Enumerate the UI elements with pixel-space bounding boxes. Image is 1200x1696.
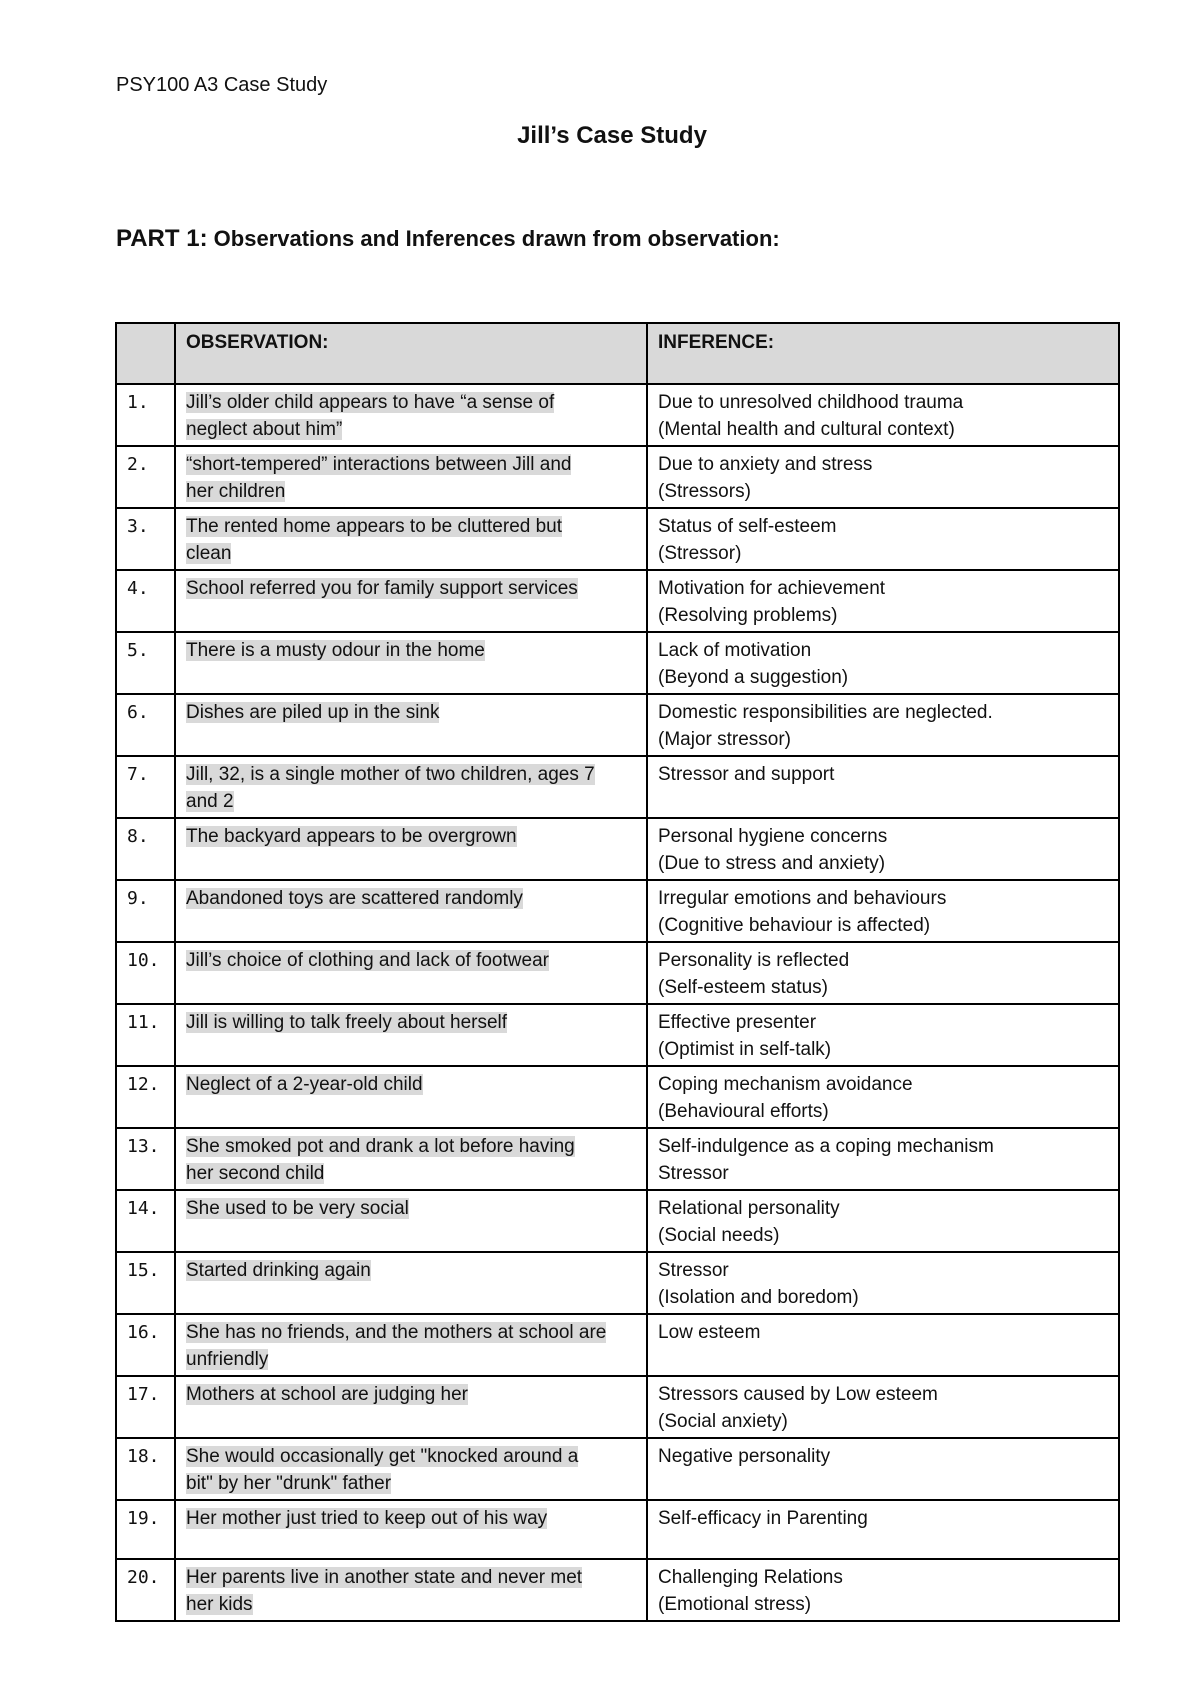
observation-cell bbox=[175, 570, 647, 632]
table-row bbox=[116, 570, 1119, 632]
inference-cell bbox=[647, 1559, 1119, 1621]
table-row bbox=[116, 1066, 1119, 1128]
observation-text: her kids bbox=[186, 1594, 253, 1615]
row-number: 6. bbox=[116, 694, 175, 756]
table-row bbox=[116, 880, 1119, 942]
inference-text: Personal hygiene concerns bbox=[658, 826, 888, 847]
row-number: 7. bbox=[116, 756, 175, 818]
row-number: 10. bbox=[116, 942, 175, 1004]
observation-text: her second child bbox=[186, 1163, 325, 1184]
inference-cell bbox=[647, 1128, 1119, 1190]
inference-cell bbox=[647, 1500, 1119, 1559]
observation-cell bbox=[175, 818, 647, 880]
inference-text: Low esteem bbox=[658, 1322, 761, 1343]
row-number: 1. bbox=[116, 384, 175, 446]
row-number: 4. bbox=[116, 570, 175, 632]
inference-text: (Social needs) bbox=[658, 1225, 780, 1246]
inference-cell bbox=[647, 694, 1119, 756]
row-number: 9. bbox=[116, 880, 175, 942]
observation-cell bbox=[175, 1128, 647, 1190]
section-heading bbox=[116, 225, 780, 253]
row-number: 18. bbox=[116, 1438, 175, 1500]
observation-text: She smoked pot and drank a lot before having bbox=[186, 1136, 575, 1157]
table-row bbox=[116, 1314, 1119, 1376]
table-row bbox=[116, 446, 1119, 508]
observation-cell bbox=[175, 1314, 647, 1376]
inference-text: Self-indulgence as a coping mechanism bbox=[658, 1136, 994, 1157]
row-number: 13. bbox=[116, 1128, 175, 1190]
table-row bbox=[116, 818, 1119, 880]
table-row bbox=[116, 508, 1119, 570]
inference-text: Stressor bbox=[658, 1163, 729, 1184]
inference-text: (Due to stress and anxiety) bbox=[658, 853, 886, 874]
inference-text: (Beyond a suggestion) bbox=[658, 667, 849, 688]
observation-text: unfriendly bbox=[186, 1349, 269, 1370]
inference-cell bbox=[647, 1190, 1119, 1252]
row-number: 14. bbox=[116, 1190, 175, 1252]
table-row bbox=[116, 942, 1119, 1004]
row-number: 16. bbox=[116, 1314, 175, 1376]
page-title: Jill’s Case Study bbox=[517, 122, 707, 149]
inference-text: Due to anxiety and stress bbox=[658, 454, 873, 475]
table-row bbox=[116, 694, 1119, 756]
inference-text: Relational personality bbox=[658, 1198, 840, 1219]
table-row bbox=[116, 1252, 1119, 1314]
observation-text: neglect about him” bbox=[186, 419, 343, 440]
observation-cell bbox=[175, 632, 647, 694]
observation-cell bbox=[175, 756, 647, 818]
row-number: 17. bbox=[116, 1376, 175, 1438]
header-cell-inference: INFERENCE: bbox=[647, 323, 1119, 384]
inference-text: Due to unresolved childhood trauma bbox=[658, 392, 964, 413]
table-row bbox=[116, 756, 1119, 818]
observation-cell bbox=[175, 880, 647, 942]
observation-text: Her mother just tried to keep out of his way bbox=[186, 1508, 548, 1529]
observation-text: There is a musty odour in the home bbox=[186, 640, 485, 661]
inference-cell bbox=[647, 508, 1119, 570]
inference-text: Lack of motivation bbox=[658, 640, 812, 661]
row-number: 3. bbox=[116, 508, 175, 570]
observation-text: She has no friends, and the mothers at school are bbox=[186, 1322, 607, 1343]
row-number: 2. bbox=[116, 446, 175, 508]
inference-text: Stressors caused by Low esteem bbox=[658, 1384, 938, 1405]
inference-text: Stressor bbox=[658, 1260, 729, 1281]
inference-text: Challenging Relations bbox=[658, 1567, 843, 1588]
observation-text: The backyard appears to be overgrown bbox=[186, 826, 517, 847]
observation-text: The rented home appears to be cluttered but bbox=[186, 516, 563, 537]
inference-text: (Self-esteem status) bbox=[658, 977, 828, 998]
inference-cell bbox=[647, 756, 1119, 818]
header-cell-number bbox=[116, 323, 175, 384]
header-cell-observation: OBSERVATION: bbox=[175, 323, 647, 384]
inference-cell bbox=[647, 446, 1119, 508]
inference-cell bbox=[647, 942, 1119, 1004]
observation-cell bbox=[175, 1252, 647, 1314]
inference-text: (Cognitive behaviour is affected) bbox=[658, 915, 931, 936]
inference-cell bbox=[647, 570, 1119, 632]
observation-cell bbox=[175, 942, 647, 1004]
observation-table bbox=[115, 322, 1120, 1622]
inference-text: Effective presenter bbox=[658, 1012, 817, 1033]
inference-cell bbox=[647, 384, 1119, 446]
observation-cell bbox=[175, 1500, 647, 1559]
row-number: 20. bbox=[116, 1559, 175, 1621]
table-row bbox=[116, 1190, 1119, 1252]
observation-text: Jill is willing to talk freely about herself bbox=[186, 1012, 508, 1033]
inference-cell bbox=[647, 1376, 1119, 1438]
inference-text: Stressor and support bbox=[658, 764, 835, 785]
inference-text: (Behavioural efforts) bbox=[658, 1101, 829, 1122]
row-number: 8. bbox=[116, 818, 175, 880]
table-row bbox=[116, 1004, 1119, 1066]
observation-cell bbox=[175, 446, 647, 508]
inference-cell bbox=[647, 632, 1119, 694]
inference-text: Coping mechanism avoidance bbox=[658, 1074, 913, 1095]
observation-cell bbox=[175, 384, 647, 446]
inference-text: Domestic responsibilities are neglected. bbox=[658, 702, 993, 723]
table-row bbox=[116, 1438, 1119, 1500]
row-number: 12. bbox=[116, 1066, 175, 1128]
observation-cell bbox=[175, 1376, 647, 1438]
table-row bbox=[116, 384, 1119, 446]
observation-text: Abandoned toys are scattered randomly bbox=[186, 888, 523, 909]
inference-text: (Optimist in self-talk) bbox=[658, 1039, 832, 1060]
inference-cell bbox=[647, 1314, 1119, 1376]
observation-text: bit" by her "drunk" father bbox=[186, 1473, 392, 1494]
table-header-row bbox=[116, 323, 1119, 384]
inference-text: Self-efficacy in Parenting bbox=[658, 1508, 868, 1529]
observation-cell bbox=[175, 1066, 647, 1128]
observation-text: and 2 bbox=[186, 791, 234, 812]
inference-text: (Resolving problems) bbox=[658, 605, 838, 626]
inference-text: Motivation for achievement bbox=[658, 578, 886, 599]
inference-text: (Stressors) bbox=[658, 481, 751, 502]
observation-text: Started drinking again bbox=[186, 1260, 371, 1281]
page-header: PSY100 A3 Case Study bbox=[116, 74, 328, 96]
inference-text: (Emotional stress) bbox=[658, 1594, 812, 1615]
inference-text: (Mental health and cultural context) bbox=[658, 419, 955, 440]
row-number: 15. bbox=[116, 1252, 175, 1314]
row-number: 19. bbox=[116, 1500, 175, 1559]
inference-text: Negative personality bbox=[658, 1446, 831, 1467]
observation-text: “short-tempered” interactions between Jill and bbox=[186, 454, 572, 475]
observation-text: School referred you for family support services bbox=[186, 578, 578, 599]
table-row bbox=[116, 1128, 1119, 1190]
inference-cell bbox=[647, 1252, 1119, 1314]
inference-text: (Major stressor) bbox=[658, 729, 792, 750]
section-label: PART 1: bbox=[116, 225, 208, 252]
observation-text: clean bbox=[186, 543, 232, 564]
inference-cell bbox=[647, 1004, 1119, 1066]
inference-text: Irregular emotions and behaviours bbox=[658, 888, 947, 909]
row-number: 5. bbox=[116, 632, 175, 694]
table-row bbox=[116, 632, 1119, 694]
observation-cell bbox=[175, 1438, 647, 1500]
observation-cell bbox=[175, 1559, 647, 1621]
observation-text: Jill’s older child appears to have “a sense of bbox=[186, 392, 555, 413]
inference-text: Personality is reflected bbox=[658, 950, 850, 971]
observation-cell bbox=[175, 508, 647, 570]
row-number: 11. bbox=[116, 1004, 175, 1066]
observation-text: her children bbox=[186, 481, 286, 502]
inference-cell bbox=[647, 818, 1119, 880]
table-row bbox=[116, 1500, 1119, 1559]
observation-text: Her parents live in another state and never met bbox=[186, 1567, 583, 1588]
observation-text: She used to be very social bbox=[186, 1198, 409, 1219]
inference-text: (Isolation and boredom) bbox=[658, 1287, 859, 1308]
inference-text: (Social anxiety) bbox=[658, 1411, 788, 1432]
inference-cell bbox=[647, 1066, 1119, 1128]
observation-text: Jill, 32, is a single mother of two children, ages 7 bbox=[186, 764, 595, 785]
observation-text: Jill’s choice of clothing and lack of footwear bbox=[186, 950, 549, 971]
observation-cell bbox=[175, 694, 647, 756]
observation-text: Dishes are piled up in the sink bbox=[186, 702, 440, 723]
observation-text: Neglect of a 2-year-old child bbox=[186, 1074, 423, 1095]
observation-cell bbox=[175, 1004, 647, 1066]
table-row bbox=[116, 1376, 1119, 1438]
inference-text: Status of self-esteem bbox=[658, 516, 837, 537]
inference-cell bbox=[647, 880, 1119, 942]
inference-text: (Stressor) bbox=[658, 543, 742, 564]
section-text: Observations and Inferences drawn from observation: bbox=[207, 226, 780, 251]
observation-text: Mothers at school are judging her bbox=[186, 1384, 468, 1405]
inference-cell bbox=[647, 1438, 1119, 1500]
observation-cell bbox=[175, 1190, 647, 1252]
table-row bbox=[116, 1559, 1119, 1621]
observation-text: She would occasionally get "knocked around a bbox=[186, 1446, 579, 1467]
